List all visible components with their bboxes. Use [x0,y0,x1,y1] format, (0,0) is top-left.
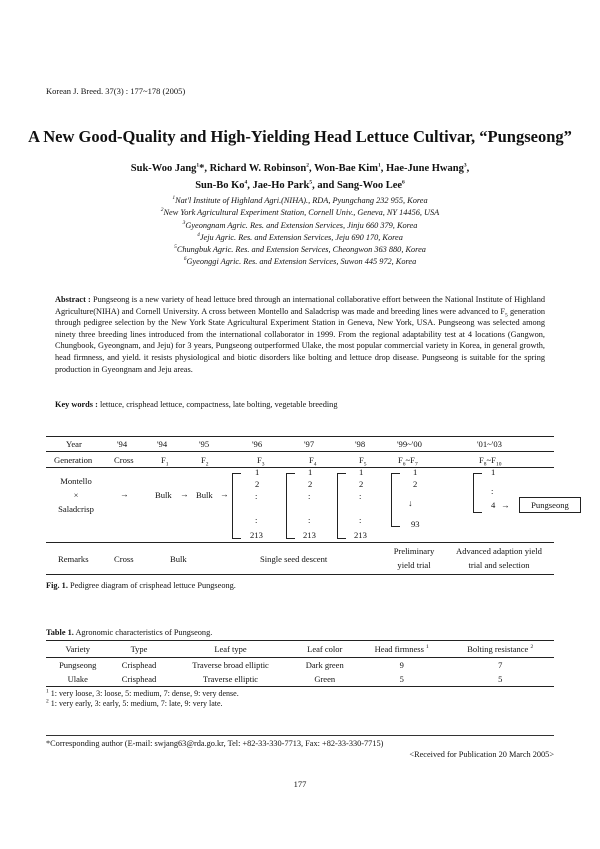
author-list [60,160,540,194]
affiliation-text: New York Agricultural Experiment Station, Cornell Univ., Geneva, NY 14456, USA [163,208,440,218]
author-affil-mark: 6 [402,179,405,186]
table-notes [46,689,239,710]
author-affil-mark: 3 [463,162,467,169]
year-label: '94 [117,439,128,449]
generation-number: 8 [483,461,487,468]
remark-yield-trial: yield trial [397,560,431,570]
generation-label [398,455,418,468]
bulk-label: Bulk [196,490,213,500]
abstract-text: Pungseong is a new variety of head lettuce bred through an international collaborative effort between the National Institute of Highland Agriculture(NIHA) and Cornell University. A cross between Montello and Saladcrisp was made and breeding lines were advanced to F [55,295,545,316]
journal-reference: Korean J. Breed. 37(3) : 177~178 (2005) [46,86,186,96]
table-row [46,672,554,687]
table-cell: Pungseong [59,660,97,670]
figure-caption-label: Fig. 1. [46,581,68,590]
generation-label [479,455,502,468]
affiliation-text: Jeju Agric. Res. and Extension Services, Jeju 690 170, Korea [199,232,403,242]
line-number: 1 [413,467,418,477]
generation-letter: F [201,455,206,465]
table-caption-text: Agronomic characteristics of Pungseong. [73,628,213,637]
line-number: 93 [411,519,420,529]
affiliation [60,207,540,219]
year-label: '01~'03 [477,439,502,449]
generation-number: 6 [402,461,406,468]
abstract-text: generation through pedigree selection by the New York State Agricultural Experiment Station in Geneva, New York, USA. Pungseong was selected among ninety three breeding lines introduced from the international collaborator in 1999. From the regional adaptability test at 4 locations (Gangwon, Chungbook, Gyeongnam, and Jeju) for 3 years, Pungseong outperformed Ulake, the most popular commercial variety in Korea, in general growth, head firmness, and yield. it resists physiological and biotic disorders like bolting and lettuce drop disease. Pungseong is suitable for the spring production in Gyeongnam and Jeju areas. [55,306,545,374]
keywords [55,400,545,409]
footnote-mark: 2 [46,698,49,705]
page-number: 177 [293,779,307,789]
corresponding-mark: * [199,163,205,174]
parent-montello: Montello [60,476,92,486]
table-cell: 9 [399,660,404,670]
generation-number: 1 [165,461,169,468]
line-number: 2 [413,479,418,489]
affiliation-mark: 5 [174,244,177,251]
generation-number: 3 [261,461,265,468]
generation-letter: F [257,455,262,465]
bracket-f6-f7 [391,473,400,527]
cross-symbol: × [73,490,79,500]
received-date: <Received for Publication 20 March 2005> [409,750,554,759]
author-name: Hae-June Hwang [385,163,464,174]
affiliation-mark: 3 [182,219,186,226]
parent-saladcrisp: Saladcrisp [58,504,94,514]
generation-number: 4 [313,461,317,468]
affiliation-text: Gyeonggi Agric. Res. and Extension Services, Suwon 445 972, Korea [186,257,417,267]
affiliation-text: Nat'l Institute of Highland Agri.(NIHA)., RDA, Pyungchang 232 955, Korea [175,196,428,205]
year-label: '96 [252,439,263,449]
affiliation [60,244,540,256]
header-cell: Leaf color [292,641,357,658]
generation-label [359,455,367,468]
author-name: Jae-Ho Park [252,180,310,191]
affiliation [60,195,540,207]
arrow-icon: → [220,489,229,499]
footnote-mark: 1 [46,688,49,695]
generation-letter: F [359,455,364,465]
table-cell: Ulake [46,672,109,687]
arrow-icon: → [120,489,129,499]
table-cell: Dark green [305,660,344,670]
agronomic-table [46,640,554,687]
table-cell: Traverse broad elliptic [192,660,269,670]
header-cell [446,641,554,658]
line-number: 4 [491,500,496,510]
line-ellipsis: : [308,515,311,525]
line-ellipsis: : [359,515,362,525]
header-text: Bolting resistance [467,644,529,654]
author-affil-mark: 2 [306,162,309,169]
table-caption [46,628,212,637]
line-number: 2 [255,479,260,489]
year-label: '95 [199,439,210,449]
diagram-rule [46,467,554,468]
affiliation-mark: 2 [160,207,164,214]
variety-box-pungseong: Pungseong [519,497,581,513]
corresponding-author: *Corresponding author (E-mail: swjang63@rda.go.kr, Tel: +82-33-330-7713, Fax: +82-33-330-7715) [46,739,384,748]
table-note [46,689,239,699]
affiliation [60,232,540,244]
author-conjunction: and [317,180,335,191]
generation-label [257,455,265,468]
table-note-text: 1: very loose, 3: loose, 5: medium, 7: dense, 9: very dense. [50,689,239,698]
line-number: 213 [250,530,263,540]
affiliation-mark: 1 [172,195,176,202]
table-row [46,658,554,673]
affiliation [60,256,540,268]
keywords-label: Key words : [55,400,98,409]
author-line-2: Sun-Bo Ko$^4$, Jae-Ho Park$^5$, and Sang-Woo Lee$^6$ [195,179,405,191]
bracket-f8-f10 [473,473,482,513]
affiliation-text: Gyeongnam Agric. Res. and Extension Services, Jinju 660 379, Korea [185,220,418,230]
generation-number: 2 [205,461,209,468]
generation-letter: ~F [486,455,496,465]
table-cell: Crisphead [109,672,168,687]
remark-bulk: Bulk [170,554,187,564]
author-line-1: Suk-Woo Jang$^1$*, Richard W. Robinson$^2$, Won-Bae Kim$^1$, Hae-June Hwang$^3$, [130,162,470,174]
line-number: 1 [491,467,496,477]
paper-title: A New Good-Quality and High-Yielding Head Lettuce Cultivar, “Pungseong” [28,127,572,146]
affiliation-mark: 4 [197,232,200,239]
generation-letter: ~F [405,455,415,465]
generation-letter: F [161,455,166,465]
year-label: '94 [157,439,168,449]
diagram-rule-bottom [46,574,554,575]
figure-caption [46,581,236,590]
header-cell: Type [109,641,168,658]
arrow-icon: → [180,489,189,499]
header-cell: Variety [46,641,109,658]
line-ellipsis: : [359,491,362,501]
line-number: 213 [354,530,367,540]
bracket-f4 [286,473,295,539]
pedigree-diagram [46,436,569,576]
author-name: Sun-Bo Ko [195,180,245,191]
footnote-mark: 2 [530,644,534,651]
generation-number: 10 [495,461,502,468]
generation-letter: F [479,455,484,465]
affiliation [60,220,540,232]
line-number: 1 [308,467,313,477]
row-label-generation: Generation [54,455,93,465]
line-ellipsis: : [308,491,311,501]
generation-label [201,455,209,468]
remark-advanced: Advanced adaption yield [456,546,542,556]
generation-letter: F [398,455,403,465]
author-name: Sang-Woo Lee [336,180,403,191]
year-label: '97 [304,439,315,449]
year-label: '99~'00 [397,439,422,449]
header-text: Head firmness [374,644,424,654]
author-affil-mark: 1 [377,162,381,169]
abstract-label: Abstract : [55,295,91,304]
bracket-f5 [337,473,346,539]
line-ellipsis: : [255,515,258,525]
author-affil-mark: 4 [244,179,248,186]
table-note-text: 1: very early, 3: early, 5: medium, 7: late, 9: very late. [50,699,223,709]
generation-subscript: 5 [505,312,508,319]
affiliation-list [60,195,540,269]
footnote-divider [46,735,554,736]
line-ellipsis: : [255,491,258,501]
down-arrow-icon: → [406,499,417,508]
table-caption-label: Table 1. [46,628,74,637]
author-name: Won-Bae Kim [314,163,378,174]
table-cell: Green [292,672,357,687]
generation-label: Cross [114,455,134,465]
header-cell [357,641,446,658]
affiliation-text: Chungbuk Agric. Res. and Extension Services, Cheongwon 363 880, Korea [176,245,426,255]
keywords-text: lettuce, crisphead lettuce, compactness, late bolting, vegetable breeding [97,400,338,409]
author-affil-mark: 5 [309,179,313,186]
diagram-rule [46,542,554,543]
year-label: '98 [355,439,366,449]
remark-cross: Cross [114,554,134,564]
table-cell: 7 [498,660,503,670]
affiliation-mark: 6 [183,256,187,263]
table-cell: Traverse elliptic [169,672,293,687]
line-number: 1 [359,467,364,477]
table-note [46,699,239,709]
line-number: 213 [303,530,316,540]
table-cell: Crisphead [121,660,157,670]
line-ellipsis: : [491,486,494,496]
diagram-rule-top [46,436,554,437]
row-label-year: Year [66,439,82,449]
author-name: Richard W. Robinson [209,163,307,174]
generation-number: 5 [363,461,367,468]
row-label-remarks: Remarks [58,554,89,564]
remark-selection: trial and selection [468,560,530,570]
arrow-icon: → [501,500,510,510]
figure-caption-text: Pedigree diagram of crisphead lettuce Pungseong. [67,581,236,590]
line-number: 2 [359,479,364,489]
diagram-rule [46,451,554,452]
bulk-label: Bulk [155,490,172,500]
table-cell: 5 [446,672,554,687]
header-cell: Leaf type [169,641,293,658]
generation-label [161,455,169,468]
bracket-f3 [232,473,241,539]
table-cell: 5 [357,672,446,687]
line-number: 1 [255,467,260,477]
abstract [55,294,545,375]
author-affil-mark: 1 [196,162,200,169]
footnote-mark: 1 [426,644,429,651]
table-header-row [46,641,554,658]
remark-ssd: Single seed descent [260,554,328,564]
generation-letter: F [309,455,314,465]
generation-label [309,455,317,468]
generation-number: 7 [414,461,418,468]
remark-preliminary: Preliminary [393,546,435,556]
line-number: 2 [308,479,313,489]
author-name: Suk-Woo Jang [130,163,197,174]
